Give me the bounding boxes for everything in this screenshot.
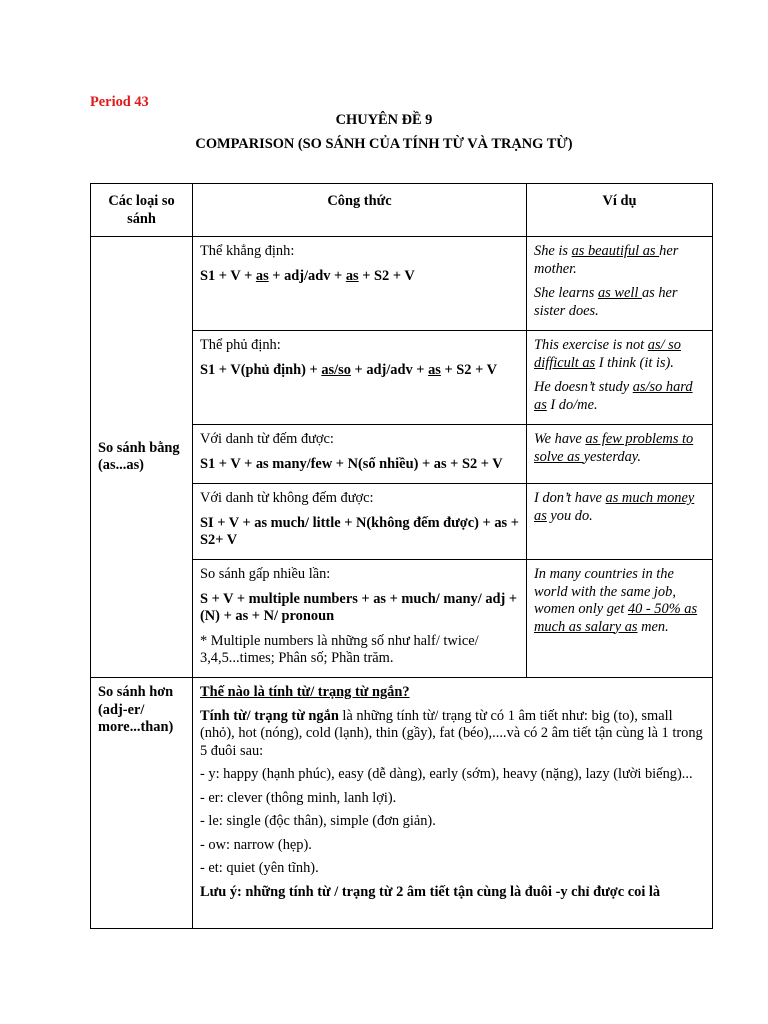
example-sentence — [534, 337, 705, 372]
formula-cell — [193, 560, 527, 678]
example-part: He doesn’t study — [534, 379, 633, 395]
formula-part: + adj/adv + — [268, 267, 346, 284]
example-part: her mother. — [534, 243, 679, 277]
table-row — [91, 678, 713, 929]
comparative-explanation — [200, 684, 705, 922]
example-part: as well — [597, 285, 642, 301]
formula-part: as — [255, 267, 269, 284]
formula-text: S + V + multiple numbers + as + much/ many/ adj + (N) + as + N/ pronoun — [200, 590, 518, 624]
example-part: you do. — [546, 507, 593, 524]
table-row — [91, 237, 713, 331]
list-item: - y: happy (hạnh phúc), easy (dễ dàng), early (sớm), heavy (nặng), lazy (lười biếng)... — [200, 766, 693, 782]
column-header-example: Ví dụ — [527, 184, 713, 237]
example-sentence — [534, 566, 705, 636]
formula-cell — [193, 484, 527, 560]
example-part: as much money as — [534, 490, 695, 524]
formula-text — [200, 268, 519, 286]
example-part: This exercise is not — [534, 337, 648, 353]
example-part: as her sister does. — [534, 285, 678, 319]
formula-part: as — [428, 361, 441, 378]
example-part: I don’t have — [534, 490, 606, 506]
type-cell-comparative — [91, 678, 193, 929]
example-part: as beautiful as — [571, 243, 660, 259]
topic-title: CHUYÊN ĐỀ 9 — [335, 112, 433, 128]
definition-text: là những tính từ/ trạng từ có 1 âm tiết như: big (to), small (nhỏ), hot (nóng), cold (lạnh), thin (gầy), fat (béo),....và có 2 âm tiết tận cùng là 1 trong 5 đuôi sau: — [200, 707, 703, 759]
comparison-table — [90, 183, 713, 929]
example-part: 40 - 50% as much as salary as — [534, 601, 698, 635]
example-part: She learns — [534, 285, 598, 301]
list-item: - le: single (độc thân), simple (đơn giản). — [200, 813, 436, 829]
example-part: She is — [534, 243, 572, 259]
formula-label: Với danh từ đếm được: — [200, 431, 334, 447]
example-cell — [527, 425, 713, 484]
example-part: We have — [534, 431, 586, 447]
example-sentence — [534, 431, 705, 466]
example-part: as few problems to solve as — [534, 431, 694, 465]
formula-text: S1 + V + as many/few + N(số nhiều) + as + S2 + V — [200, 455, 503, 472]
example-cell — [527, 331, 713, 425]
example-part: In many countries in the world with the same job, women only get — [534, 566, 676, 617]
note-paragraph: Lưu ý: những tính từ / trạng từ 2 âm tiết tận cùng là đuôi -y chỉ được coi là — [200, 883, 661, 900]
list-item: - et: quiet (yên tĩnh). — [200, 860, 319, 876]
definition-term: Tính từ/ trạng từ ngắn — [200, 707, 339, 724]
formula-cell — [193, 425, 527, 484]
formula-label: Với danh từ không đếm được: — [200, 490, 374, 506]
formula-part: S1 + V(phủ định) + — [200, 361, 322, 378]
example-part: I do/me. — [546, 396, 598, 413]
column-header-types: Các loại so sánh — [91, 184, 193, 237]
definition-paragraph — [200, 708, 705, 761]
example-part: as/ so difficult as — [534, 337, 681, 371]
comparative-explanation-cell — [193, 678, 713, 929]
formula-part: as — [345, 267, 359, 284]
list-item: - ow: narrow (hẹp). — [200, 836, 312, 853]
example-part: I think (it is). — [595, 354, 674, 371]
formula-part: S1 + V + — [200, 267, 256, 284]
formula-cell — [193, 237, 527, 331]
column-header-formula: Công thức — [193, 184, 527, 237]
formula-cell — [193, 331, 527, 425]
formula-note: * Multiple numbers là những số như half/ twice/ 3,4,5...times; Phân số; Phần trăm. — [200, 632, 479, 666]
type-cell-equal — [91, 237, 193, 678]
example-cell — [527, 484, 713, 560]
example-sentence — [534, 379, 705, 414]
period-label: Period 43 — [90, 94, 149, 110]
formula-label: Thể khẳng định: — [200, 243, 295, 259]
section-heading: Thế nào là tính từ/ trạng từ ngắn? — [200, 684, 410, 700]
formula-part: + S2 + V — [440, 361, 498, 378]
document-title: COMPARISON (SO SÁNH CỦA TÍNH TỪ VÀ TRẠNG TỪ) — [195, 136, 573, 152]
formula-part: + S2 + V — [358, 267, 415, 284]
type-label-comparative: So sánh hơn (adj-er/ more...than) — [98, 684, 174, 735]
table-header-row — [91, 184, 713, 237]
example-sentence — [534, 243, 705, 278]
example-cell — [527, 560, 713, 678]
formula-part: as/so — [321, 361, 351, 378]
type-label-equal: So sánh bằng (as...as) — [98, 439, 180, 473]
list-item: - er: clever (thông minh, lanh lợi). — [200, 789, 397, 806]
example-part: yesterday. — [583, 448, 641, 465]
example-part: as/so hard as — [534, 379, 693, 413]
formula-label: So sánh gấp nhiều lần: — [200, 566, 331, 582]
formula-text — [200, 362, 519, 380]
example-part: men. — [637, 618, 669, 635]
example-sentence — [534, 490, 705, 525]
example-cell — [527, 237, 713, 331]
formula-part: + adj/adv + — [350, 361, 429, 378]
formula-label: Thể phủ định: — [200, 337, 281, 353]
example-sentence — [534, 285, 705, 320]
formula-text: SI + V + as much/ little + N(không đếm được) + as + S2+ V — [200, 514, 519, 548]
